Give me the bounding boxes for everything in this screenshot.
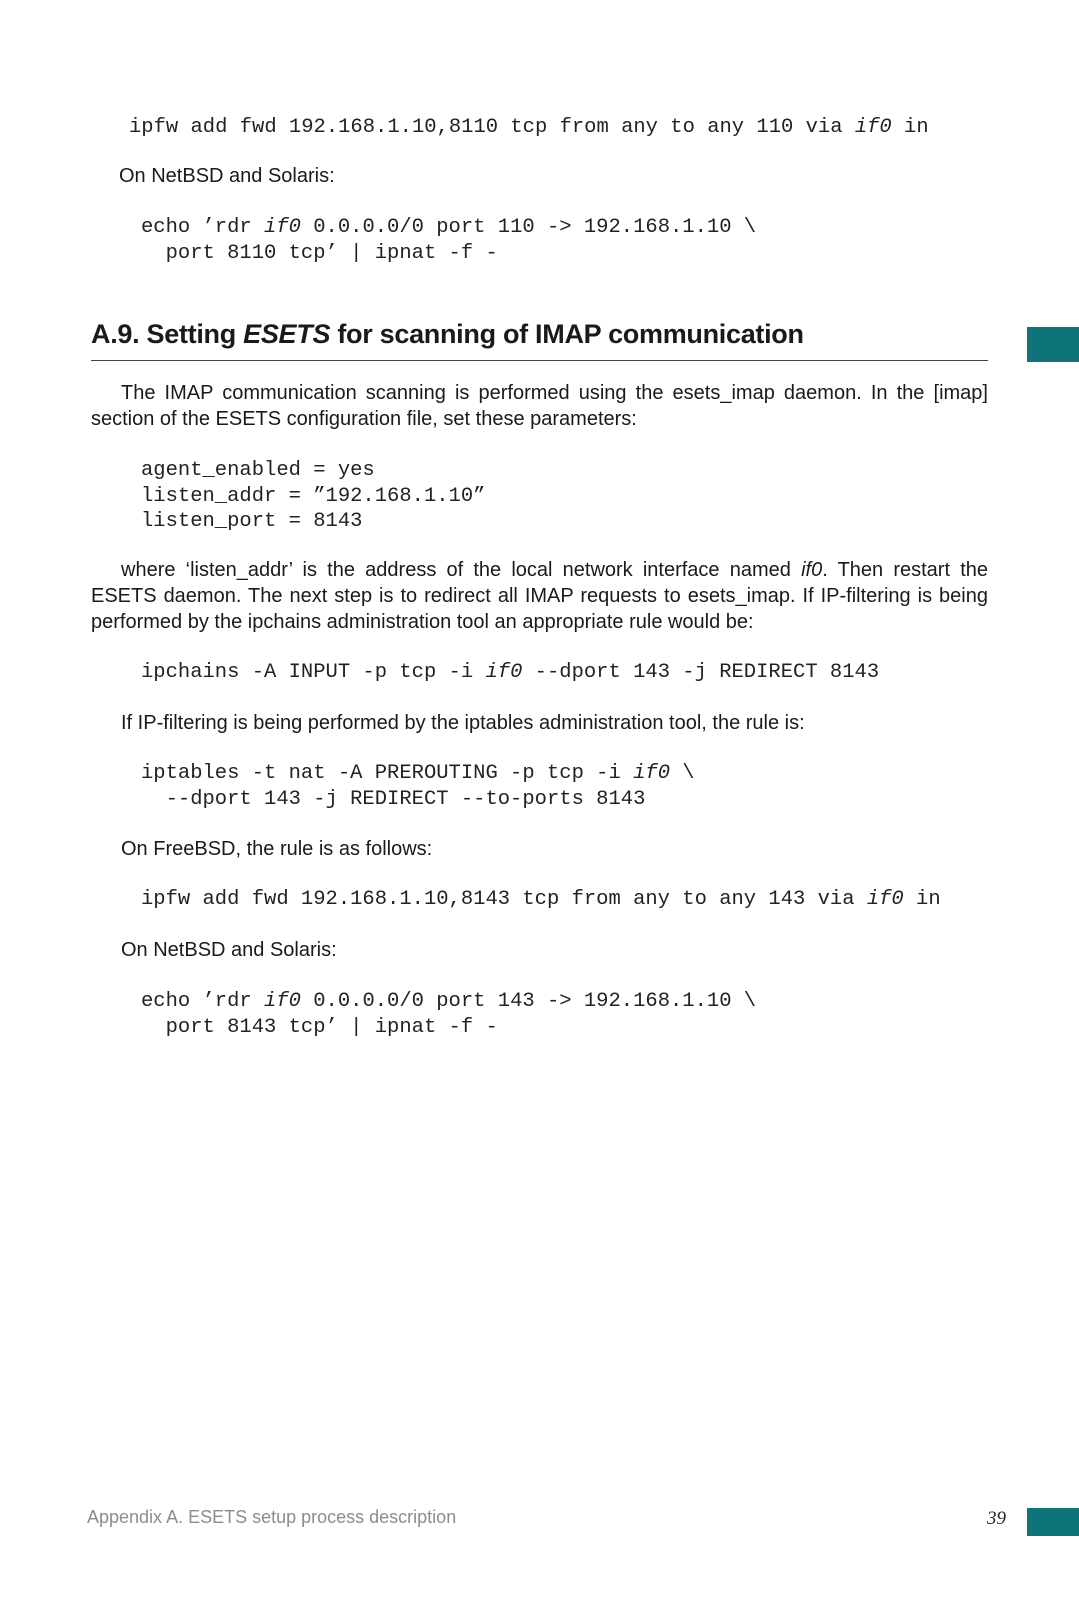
code-text: agent_enabled = yes bbox=[141, 459, 375, 482]
code-ipnat-143 bbox=[141, 989, 756, 1040]
para-netbsd-2: On NetBSD and Solaris: bbox=[121, 939, 337, 961]
chapter-tab bbox=[1027, 327, 1079, 362]
code-text: listen_port = 8143 bbox=[141, 510, 363, 533]
section-heading bbox=[91, 319, 988, 361]
para-where bbox=[91, 557, 988, 635]
heading-rest: for scanning of IMAP communication bbox=[330, 319, 804, 349]
code-ipnat-110 bbox=[141, 215, 756, 266]
code-text: ipfw add fwd 192.168.1.10,8110 tcp from any to any 110 via bbox=[129, 116, 855, 139]
code-text: --dport 143 -j REDIRECT --to-ports 8143 bbox=[141, 787, 646, 811]
code-text: listen_addr = ”192.168.1.10” bbox=[141, 484, 486, 508]
code-text: ipfw add fwd 192.168.1.10,8143 tcp from any to any 143 via bbox=[141, 888, 867, 911]
code-ipchains bbox=[141, 660, 879, 686]
code-iface: if0 bbox=[633, 762, 670, 785]
code-text: ipchains -A INPUT -p tcp -i bbox=[141, 661, 486, 684]
code-iface: if0 bbox=[264, 990, 301, 1013]
para-iface: if0 bbox=[801, 559, 823, 581]
code-iptables bbox=[141, 761, 695, 812]
code-text: \ bbox=[670, 762, 695, 785]
code-config bbox=[141, 458, 485, 535]
code-text: port 8143 tcp’ | ipnat -f - bbox=[141, 1015, 498, 1039]
code-text: in bbox=[903, 888, 941, 911]
code-ipfw-8110 bbox=[129, 115, 929, 141]
code-text: port 8110 tcp’ | ipnat -f - bbox=[141, 241, 498, 265]
code-text: 0.0.0.0/0 port 110 -> 192.168.1.10 \ bbox=[300, 216, 757, 239]
code-text: in bbox=[891, 116, 929, 139]
code-iface: if0 bbox=[485, 661, 523, 684]
code-text: iptables -t nat -A PREROUTING -p tcp -i bbox=[141, 762, 634, 785]
code-text: 0.0.0.0/0 port 143 -> 192.168.1.10 \ bbox=[300, 990, 757, 1013]
para-netbsd-1: On NetBSD and Solaris: bbox=[119, 165, 335, 187]
code-iface: if0 bbox=[866, 888, 904, 911]
code-text: echo ’rdr bbox=[141, 216, 265, 239]
para-iptables: If IP-filtering is being performed by the iptables administration tool, the rule is: bbox=[121, 712, 805, 734]
code-iface: if0 bbox=[854, 116, 892, 139]
para-text: . Then restart the ESETS daemon. The next step is to redirect all IMAP requests to esets_imap. If IP-filtering is being performed by the ipchains administration tool an appropriate rule would be: bbox=[91, 559, 989, 633]
para-intro: The IMAP communication scanning is performed using the esets_imap daemon. In the [imap] section of the ESETS configuration file, set these parameters: bbox=[91, 382, 988, 430]
footer-tab bbox=[1027, 1508, 1079, 1536]
footer-chapter: Appendix A. ESETS setup process description bbox=[87, 1507, 457, 1527]
heading-emph: ESETS bbox=[243, 319, 331, 349]
para-freebsd: On FreeBSD, the rule is as follows: bbox=[121, 838, 433, 860]
page-number: 39 bbox=[987, 1508, 1006, 1529]
code-ipfw-8143 bbox=[141, 887, 941, 913]
para-text: where ‘listen_addr’ is the address of the local network interface named bbox=[121, 559, 802, 581]
heading-number: A.9. Setting bbox=[91, 319, 244, 349]
code-iface: if0 bbox=[264, 216, 301, 239]
code-text: --dport 143 -j REDIRECT 8143 bbox=[522, 661, 880, 684]
code-text: echo ’rdr bbox=[141, 990, 265, 1013]
